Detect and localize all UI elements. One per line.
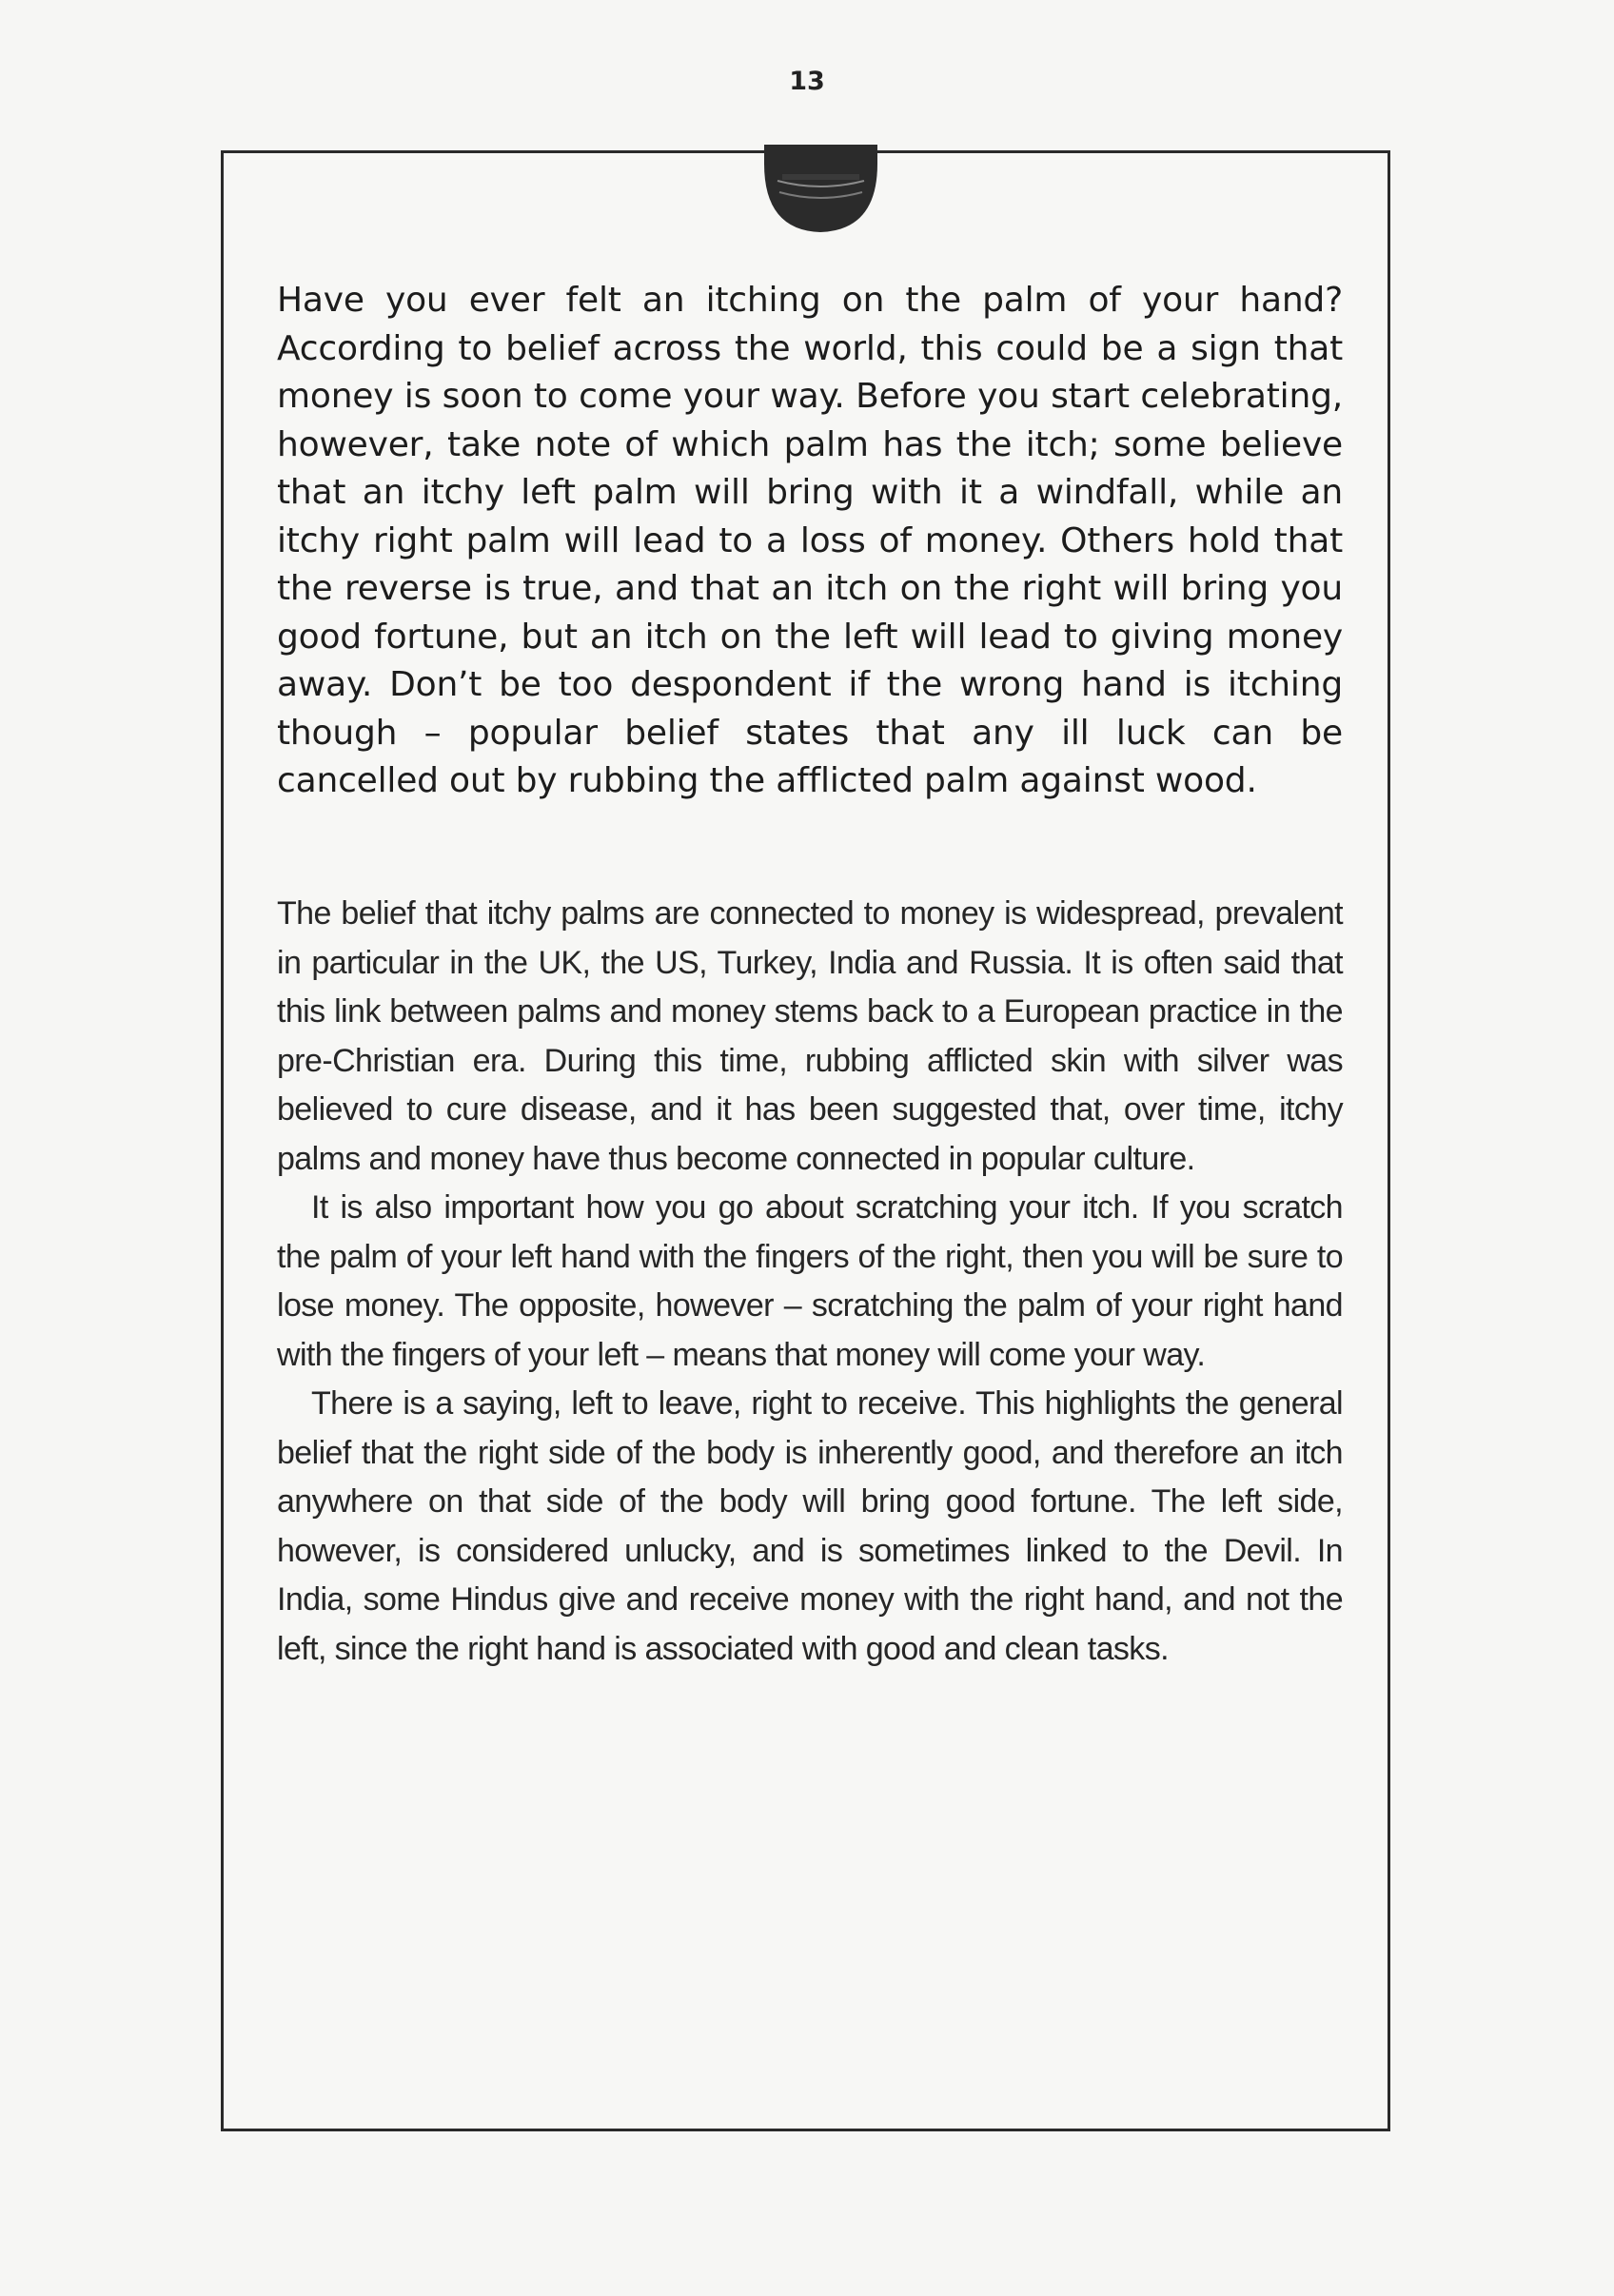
page-number: 13 [789,67,825,96]
body-text [277,890,1343,1674]
frame-tab-ornament [761,143,880,238]
intro-paragraph: Have you ever felt an itching on the palm of your hand? According to belief across the world, this could be a sign that money is soon to come your way. Before you start celebrating, however, take note of which palm has the itch; some believe that an itchy left palm will bring with it a windfall, while an itchy right palm will lead to a loss of money. Others hold that the reverse is true, and that an itch on the right will bring you good fortune, but an itch on the left will lead to giving money away. Don’t be too despondent if the wrong hand is itching though – popular belief states that any ill luck can be cancelled out by rubbing the afflicted palm against wood. [277,281,1343,800]
body-paragraph: There is a saying, left to leave, right to receive. This highlights the general belief that the right side of the body is inherently good, and therefore an itch anywhere on that side of the body will bring good fortune. The left side, however, is considered unlucky, and is sometimes linked to the Devil. In India, some Hindus give and receive money with the right hand, and not the left, since the right hand is associated with good and clean tasks. [277,1385,1343,1667]
body-paragraph: It is also important how you go about scratching your itch. If you scratch the palm of your left hand with the fingers of the right, then you will be sure to lose money. The opposite, however – scratching the palm of your right hand with the fingers of your left – means that money will come your way. [277,1189,1343,1373]
body-paragraph: The belief that itchy palms are connected to money is widespread, prevalent in particular in the UK, the US, Turkey, India and Russia. It is often said that this link between palms and money stems back to a European practice in the pre-Christian era. During this time, rubbing afflicted skin with silver was believed to cure disease, and it has been suggested that, over time, itchy palms and money have thus become connected in popular culture. [277,895,1343,1177]
